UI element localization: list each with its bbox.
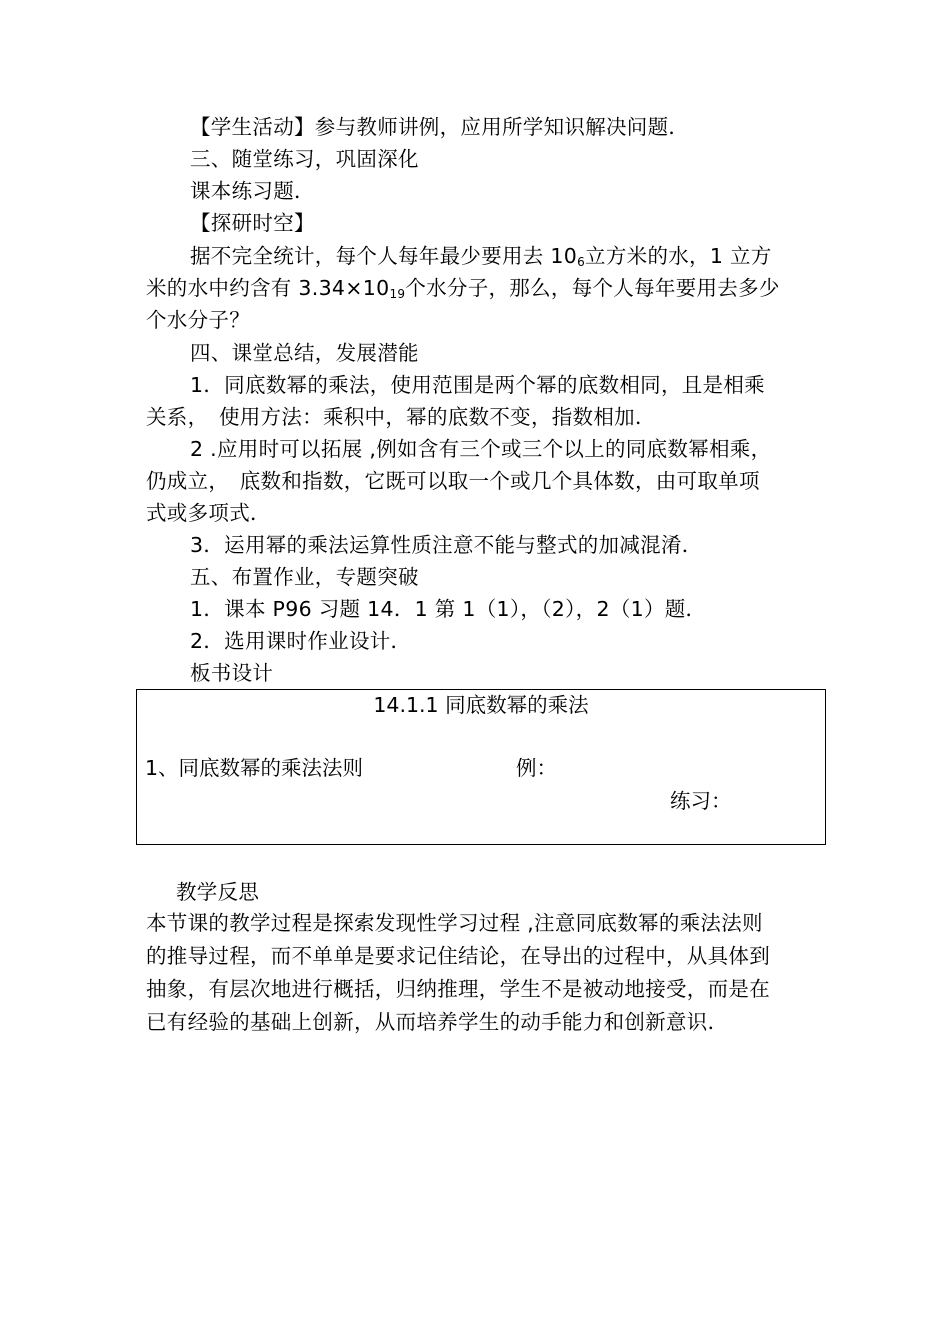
reflection-heading: 教学反思 <box>176 880 260 904</box>
homework-item-1: 1．课本 P96 习题 14．1 第 1（1），（2），2（1）题． <box>190 597 707 621</box>
reflection-line-1: 本节课的教学过程是探索发现性学习过程 ,注意同底数幂的乘法法则 <box>146 911 763 935</box>
summary-point-1-cont: 关系， 使用方法：乘积中，幂的底数不变，指数相加． <box>146 405 656 429</box>
summary-point-2: 2 .应用时可以拓展 ,例如含有三个或三个以上的同底数幂相乘， <box>190 437 772 461</box>
homework-item-2: 2．选用课时作业设计． <box>190 629 412 653</box>
reflection-line-2: 的推导过程，而不单单是要求记住结论，在导出的过程中，从具体到 <box>146 944 770 968</box>
board-practice-label: 练习： <box>670 789 732 813</box>
explore-problem-line-3: 个水分子？ <box>146 308 250 332</box>
student-activity-line: 【学生活动】参与教师讲例，应用所学知识解决问题． <box>190 115 690 139</box>
explore-heading: 【探研时空】 <box>190 211 315 235</box>
reflection-line-3: 抽象，有层次地进行概括，归纳推理，学生不是被动地接受，而是在 <box>146 977 770 1001</box>
section-three-heading: 三、随堂练习，巩固深化 <box>190 147 419 171</box>
explore-text-b: 立方米的水，1 立方 <box>585 244 772 268</box>
explore-problem-line-1 <box>190 240 772 272</box>
textbook-exercise-line: 课本练习题． <box>190 179 315 203</box>
board-design-heading: 板书设计 <box>190 661 274 685</box>
summary-point-2-cont: 仍成立， 底数和指数，它既可以取一个或几个具体数，由可取单项 <box>146 469 760 493</box>
explore-problem-line-2 <box>146 272 780 304</box>
explore-text-a: 据不完全统计，每个人每年最少要用去 10 <box>190 244 578 268</box>
exponent-subscript: 19 <box>389 287 406 301</box>
summary-point-2-end: 式或多项式． <box>146 501 271 525</box>
summary-point-1: 1．同底数幂的乘法，使用范围是两个幂的底数相同，且是相乘 <box>190 373 765 397</box>
board-title: 14.1.1 同底数幂的乘法 <box>373 693 589 717</box>
board-example-label: 例： <box>516 756 557 780</box>
reflection-line-4: 已有经验的基础上创新，从而培养学生的动手能力和创新意识． <box>146 1010 729 1034</box>
summary-point-3: 3．运用幂的乘法运算性质注意不能与整式的加减混淆． <box>190 533 703 557</box>
explore-text-d: 个水分子，那么，每个人每年要用去多少 <box>405 276 780 300</box>
board-rule-label: 1、同底数幂的乘法法则 <box>145 756 364 780</box>
explore-text-c: 米的水中约含有 3.34×10 <box>146 276 390 300</box>
board-design-box <box>136 689 826 845</box>
section-five-heading: 五、布置作业，专题突破 <box>190 565 419 589</box>
exponent-subscript: 6 <box>577 255 586 269</box>
section-four-heading: 四、课堂总结，发展潜能 <box>190 341 419 365</box>
